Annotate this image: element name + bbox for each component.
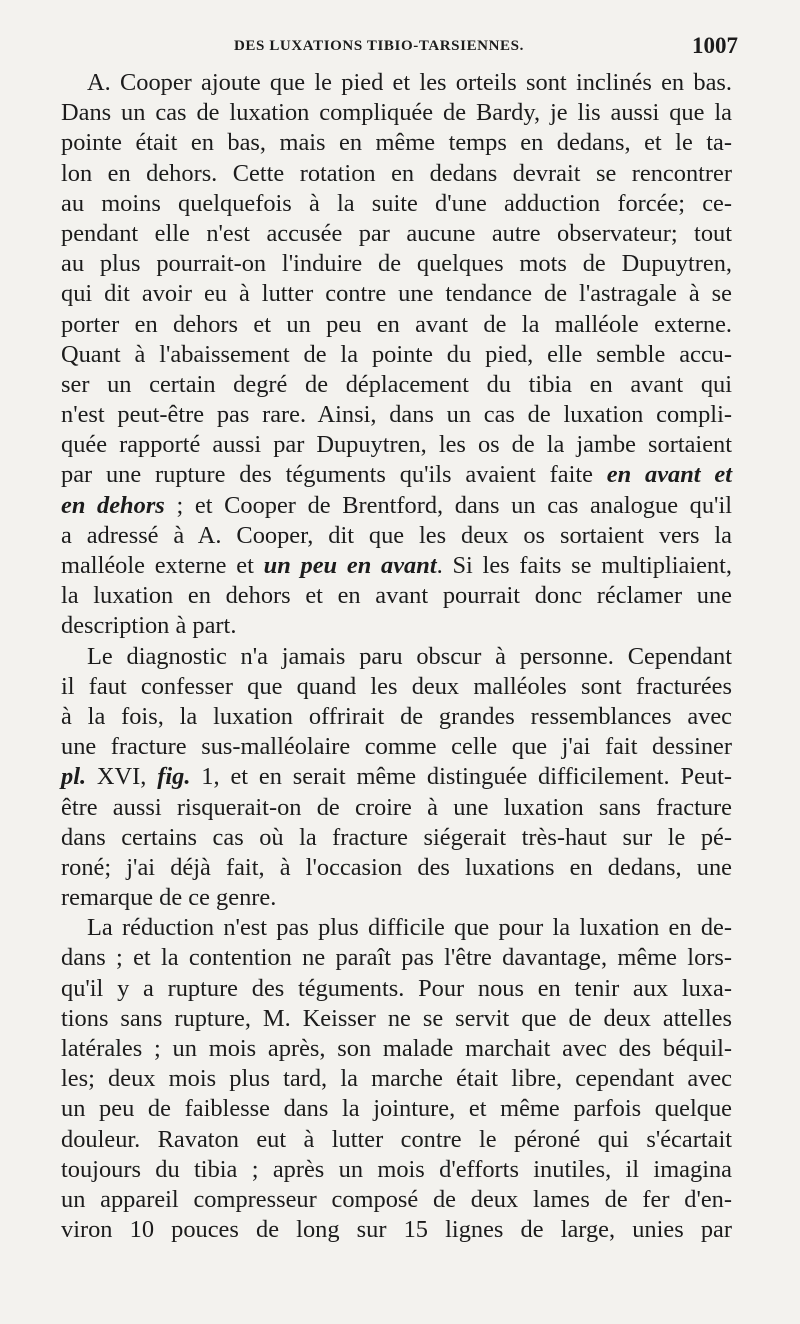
text-line: [61, 823, 732, 853]
text-line: [61, 400, 732, 430]
line-text: dans ; et la contention ne paraît pas l'être davantage, même lors-: [61, 944, 732, 972]
text-line: [61, 1034, 732, 1064]
text-line: [61, 521, 732, 551]
line-text: description à part.: [61, 612, 237, 640]
line-text: malléole externe et: [61, 552, 264, 579]
line-text: pointe était en bas, mais en même temps en dedans, et le ta-: [61, 129, 732, 157]
text-line: [61, 793, 732, 823]
line-text: à la fois, la luxation offrirait de grandes ressemblances avec: [61, 702, 732, 730]
line-text: qui dit avoir eu à lutter contre une tendance de l'astragale à se: [61, 280, 732, 308]
line-text: au moins quelquefois à la suite d'une adduction forcée; ce-: [61, 189, 732, 217]
line-text: toujours du tibia ; après un mois d'efforts inutiles, il imagina: [61, 1155, 732, 1183]
line-text: latérales ; un mois après, son malade marchait avec des béquil-: [61, 1035, 732, 1062]
line-text: il faut confesser que quand les deux malléoles sont fracturées: [61, 672, 732, 700]
text-line: [61, 853, 732, 883]
text-line: [61, 672, 732, 702]
line-text: viron 10 pouces de long sur 15 lignes de large, unies par: [61, 1216, 732, 1244]
page-header: [60, 33, 738, 63]
italic-phrase: pl.: [61, 763, 87, 791]
line-text: Quant à l'abaissement de la pointe du pied, elle semble accu-: [61, 340, 732, 368]
line-text: . Si les faits se multipliaient,: [436, 552, 732, 579]
line-text: porter en dehors et un peu en avant de la malléole externe.: [61, 310, 732, 338]
text-line: [61, 1004, 732, 1034]
text-line: [61, 370, 732, 400]
text-line: [61, 883, 732, 913]
text-line: [61, 702, 732, 732]
line-text: qu'il y a rupture des téguments. Pour nous en tenir aux luxa-: [61, 974, 732, 1002]
line-text: XVI,: [86, 763, 158, 791]
italic-phrase: en dehors: [61, 491, 165, 519]
line-text: A. Cooper ajoute que le pied et les orteils sont inclinés en bas.: [87, 69, 732, 96]
text-line: [61, 68, 732, 98]
text-line: [61, 1215, 732, 1245]
line-text: douleur. Ravaton eut à lutter contre le péroné qui s'écartait: [61, 1125, 732, 1153]
text-line: [61, 159, 732, 189]
text-line: [61, 491, 732, 521]
line-text: pendant elle n'est accusée par aucune autre observateur; tout: [61, 219, 732, 247]
line-text: être aussi risquerait-on de croire à une luxation sans fracture: [61, 793, 732, 821]
line-text: dans certains cas où la fracture siégerait très-haut sur le pé-: [61, 823, 732, 851]
line-text: La réduction n'est pas plus difficile que pour la luxation en de-: [87, 914, 732, 942]
text-line: [61, 581, 732, 611]
line-text: remarque de ce genre.: [61, 884, 277, 912]
line-text: a adressé à A. Cooper, dit que les deux os sortaient vers la: [61, 521, 732, 549]
italic-phrase: en avant et: [606, 461, 732, 489]
line-text: Le diagnostic n'a jamais paru obscur à personne. Cependant: [87, 642, 732, 670]
line-text: Dans un cas de luxation compliquée de Bardy, je lis aussi que la: [61, 99, 732, 127]
text-line: [61, 732, 732, 762]
text-line: [61, 762, 732, 792]
text-line: [61, 279, 732, 309]
text-line: [61, 913, 732, 943]
line-text: ; et Cooper de Brentford, dans un cas analogue qu'il: [164, 491, 732, 519]
text-line: [61, 551, 732, 581]
line-text: quée rapporté aussi par Dupuytren, les os de la jambe sortaient: [61, 431, 732, 459]
line-text: une fracture sus-malléolaire comme celle que j'ai fait dessiner: [61, 733, 732, 761]
line-text: un peu de faiblesse dans la jointure, et même parfois quelque: [61, 1095, 732, 1123]
line-text: au plus pourrait-on l'induire de quelques mots de Dupuytren,: [61, 250, 732, 278]
line-text: roné; j'ai déjà fait, à l'occasion des luxations en dedans, une: [61, 853, 732, 881]
text-line: [61, 1155, 732, 1185]
text-line: [61, 943, 732, 973]
line-text: ser un certain degré de déplacement du tibia en avant qui: [61, 370, 732, 398]
line-text: un appareil compresseur composé de deux lames de fer d'en-: [61, 1185, 732, 1213]
text-line: [61, 219, 732, 249]
text-line: [61, 974, 732, 1004]
text-line: [61, 460, 732, 490]
text-line: [61, 189, 732, 219]
text-line: [61, 430, 732, 460]
line-text: n'est peut-être pas rare. Ainsi, dans un cas de luxation compli-: [61, 401, 732, 429]
running-head: DES LUXATIONS TIBIO-TARSIENNES.: [234, 38, 524, 54]
line-text: 1, et en serait même distinguée difficilement. Peut-: [190, 763, 732, 791]
line-text: lon en dehors. Cette rotation en dedans devrait se rencontrer: [61, 159, 732, 187]
text-line: [61, 642, 732, 672]
line-text: la luxation en dehors et en avant pourrait donc réclamer une: [61, 582, 732, 610]
italic-phrase: un peu en avant: [263, 552, 437, 579]
text-line: [61, 249, 732, 279]
line-text: tions sans rupture, M. Keisser ne se servit que de deux attelles: [61, 1004, 732, 1032]
text-line: [61, 1064, 732, 1094]
text-line: [61, 611, 732, 641]
text-line: [61, 1185, 732, 1215]
text-line: [61, 340, 732, 370]
line-text: les; deux mois plus tard, la marche était libre, cependant avec: [61, 1065, 732, 1093]
italic-phrase: fig.: [157, 763, 191, 791]
text-line: [61, 310, 732, 340]
page-number: 1007: [692, 33, 738, 58]
text-line: [61, 1125, 732, 1155]
body-text: [61, 68, 732, 1245]
text-line: [61, 1094, 732, 1124]
text-line: [61, 128, 732, 158]
line-text: par une rupture des téguments qu'ils avaient faite: [61, 461, 607, 489]
text-line: [61, 98, 732, 128]
